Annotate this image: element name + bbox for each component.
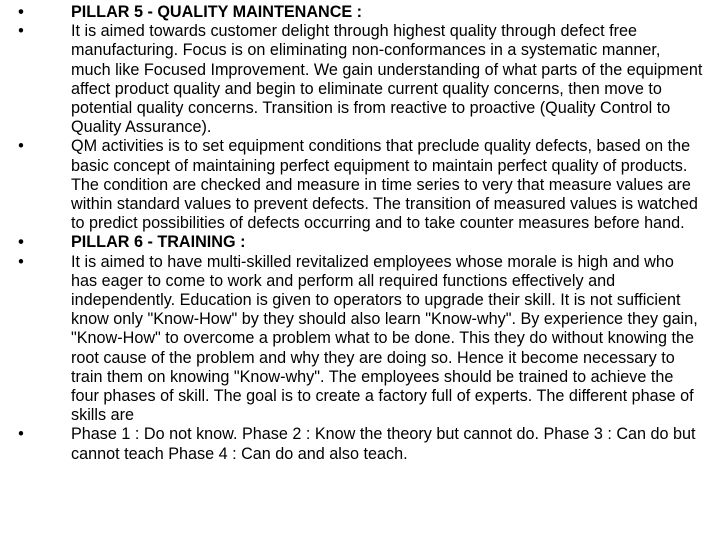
- bullet-text: PILLAR 5 - QUALITY MAINTENANCE :: [71, 3, 363, 21]
- bullet-dot-icon: •: [18, 22, 24, 41]
- bullet-text: It is aimed towards customer delight through highest quality through defect free manufacturing. Focus is on eliminating non-conformances in a systematic manner, much like Focused Improvement. We gain understanding of what parts of the equipment affect product quality and begin to eliminate current quality concerns, then move to potential quality concerns. Transition is from reactive to proactive (Quality Control to Quality Assurance).: [71, 22, 703, 137]
- bullet-dot-icon: •: [18, 3, 24, 21]
- bullet-training-aim: [14, 253, 704, 426]
- bullet-quality-aim: [14, 22, 704, 137]
- bullet-dot-icon: •: [18, 425, 24, 444]
- bullet-dot-icon: •: [18, 233, 24, 252]
- bullet-dot-icon: •: [18, 137, 24, 156]
- bullet-pillar-5-heading: [14, 3, 704, 22]
- bullet-text: QM activities is to set equipment conditions that preclude quality defects, based on the basic concept of maintaining perfect equipment to maintain perfect quality of products. The condition are checked and measure in time series to very that measure values are within standard values to prevent defects. The transition of measured values is watched to predict possibilities of defects occurring and to take counter measures before hand.: [71, 137, 698, 233]
- bullet-text: Phase 1 : Do not know. Phase 2 : Know the theory but cannot do. Phase 3 : Can do but cannot teach Phase 4 : Can do and also teach.: [71, 425, 696, 463]
- bullet-text: It is aimed to have multi-skilled revitalized employees whose morale is high and who has eager to come to work and perform all required functions effectively and independently. Education is given to operators to upgrade their skill. It is not sufficient know only "Know-How" by they should also learn "Know-why". By experience they gain, "Know-How" to overcome a problem what to be done. This they do without knowing the root cause of the problem and why they are doing so. Hence it become necessary to train them on knowing "Know-why". The employees should be trained to achieve the four phases of skill. The goal is to create a factory full of experts. The different phase of skills are: [71, 252, 698, 425]
- bullet-text: PILLAR 6 - TRAINING :: [71, 233, 246, 252]
- bullet-skill-phases: [14, 425, 704, 463]
- bullet-list: [14, 3, 704, 464]
- bullet-pillar-6-heading: [14, 233, 704, 252]
- bullet-dot-icon: •: [18, 252, 24, 271]
- bullet-qm-activities: [14, 137, 704, 233]
